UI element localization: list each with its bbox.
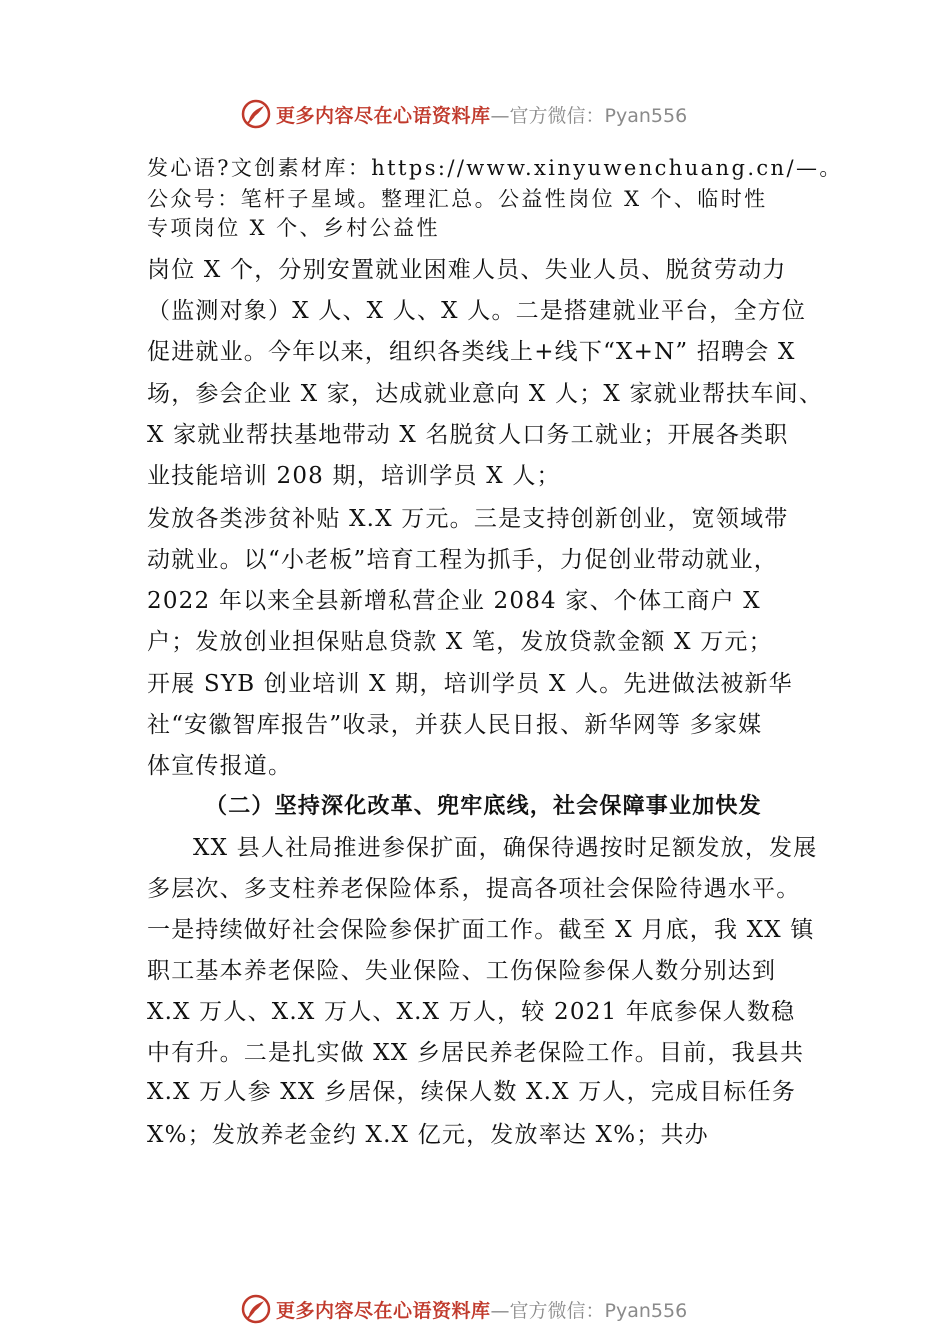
text-line: 户；发放创业担保贴息贷款 X 笔，发放贷款金额 X 万元； xyxy=(147,629,773,655)
text-line: 发放各类涉贫补贴 X.X 万元。三是支持创新创业，宽领域带 xyxy=(147,506,789,532)
text-line: 促进就业。今年以来，组织各类线上+线下“X+N” 招聘会 X xyxy=(147,339,796,365)
text-line: 一是持续做好社会保险参保扩面工作。截至 X 月底，我 XX 镇 xyxy=(147,917,815,943)
text-line: 岗位 X 个，分别安置就业困难人员、失业人员、脱贫劳动力 xyxy=(147,257,787,283)
text-line: 业技能培训 208 期，培训学员 X 人； xyxy=(147,463,561,489)
text-line: 专项岗位 X 个、乡村公益性 xyxy=(147,216,440,240)
text-line: X.X 万人参 XX 乡居保，续保人数 X.X 万人，完成目标任务 xyxy=(147,1079,797,1105)
header-banner xyxy=(240,97,740,131)
text-line: X 家就业帮扶基地带动 X 名脱贫人口务工就业；开展各类职 xyxy=(147,422,789,448)
text-line: （监测对象）X 人、X 人、X 人。二是搭建就业平台，全方位 xyxy=(147,298,807,324)
text-line: 场，参会企业 X 家，达成就业意向 X 人；X 家就业帮扶车间、 xyxy=(147,381,824,407)
text-line: 公众号：笔杆子星域。整理汇总。公益性岗位 X 个、临时性 xyxy=(147,187,768,211)
wechat-id-text: —官方微信：Pyan556 xyxy=(490,104,688,127)
text-line: 发心语?文创素材库：https://www.xinyuwenchuang.cn/—。 xyxy=(147,156,843,180)
text-line: 2022 年以来全县新增私营企业 2084 家、个体工商户 X xyxy=(147,588,761,614)
text-line: X.X 万人、X.X 万人、X.X 万人，较 2021 年底参保人数稳 xyxy=(147,999,796,1025)
text-line: 职工基本养老保险、失业保险、工伤保险参保人数分别达到 xyxy=(147,958,777,984)
footer-banner xyxy=(240,1292,740,1326)
text-line: 动就业。以“小老板”培育工程为抓手，力促创业带动就业， xyxy=(147,547,778,573)
text-line: 开展 SYB 创业培训 X 期，培训学员 X 人。先进做法被新华 xyxy=(147,671,793,697)
text-line: 中有升。二是扎实做 XX 乡居民养老保险工作。目前，我县共 xyxy=(147,1040,805,1066)
text-line: 社“安徽智库报告”收录，并获人民日报、新华网等 多家媒 xyxy=(147,712,763,738)
site-name-text: 更多内容尽在心语资料库 xyxy=(276,1299,491,1322)
wechat-id-text: —官方微信：Pyan556 xyxy=(490,1299,688,1322)
text-line: 多层次、多支柱养老保险体系，提高各项社会保险待遇水平。 xyxy=(147,876,801,902)
text-line: X%；发放养老金约 X.X 亿元，发放率达 X%；共办 xyxy=(147,1122,709,1148)
site-name-text: 更多内容尽在心语资料库 xyxy=(276,104,491,127)
text-line: XX 县人社局推进参保扩面，确保待遇按时足额发放，发展 xyxy=(193,835,818,861)
section-heading: （二）坚持深化改革、兜牢底线，社会保障事业加快发 xyxy=(205,793,762,819)
brand-logo-icon xyxy=(240,1293,272,1325)
text-line: 体宣传报道。 xyxy=(147,753,293,779)
brand-logo-icon xyxy=(240,98,272,130)
